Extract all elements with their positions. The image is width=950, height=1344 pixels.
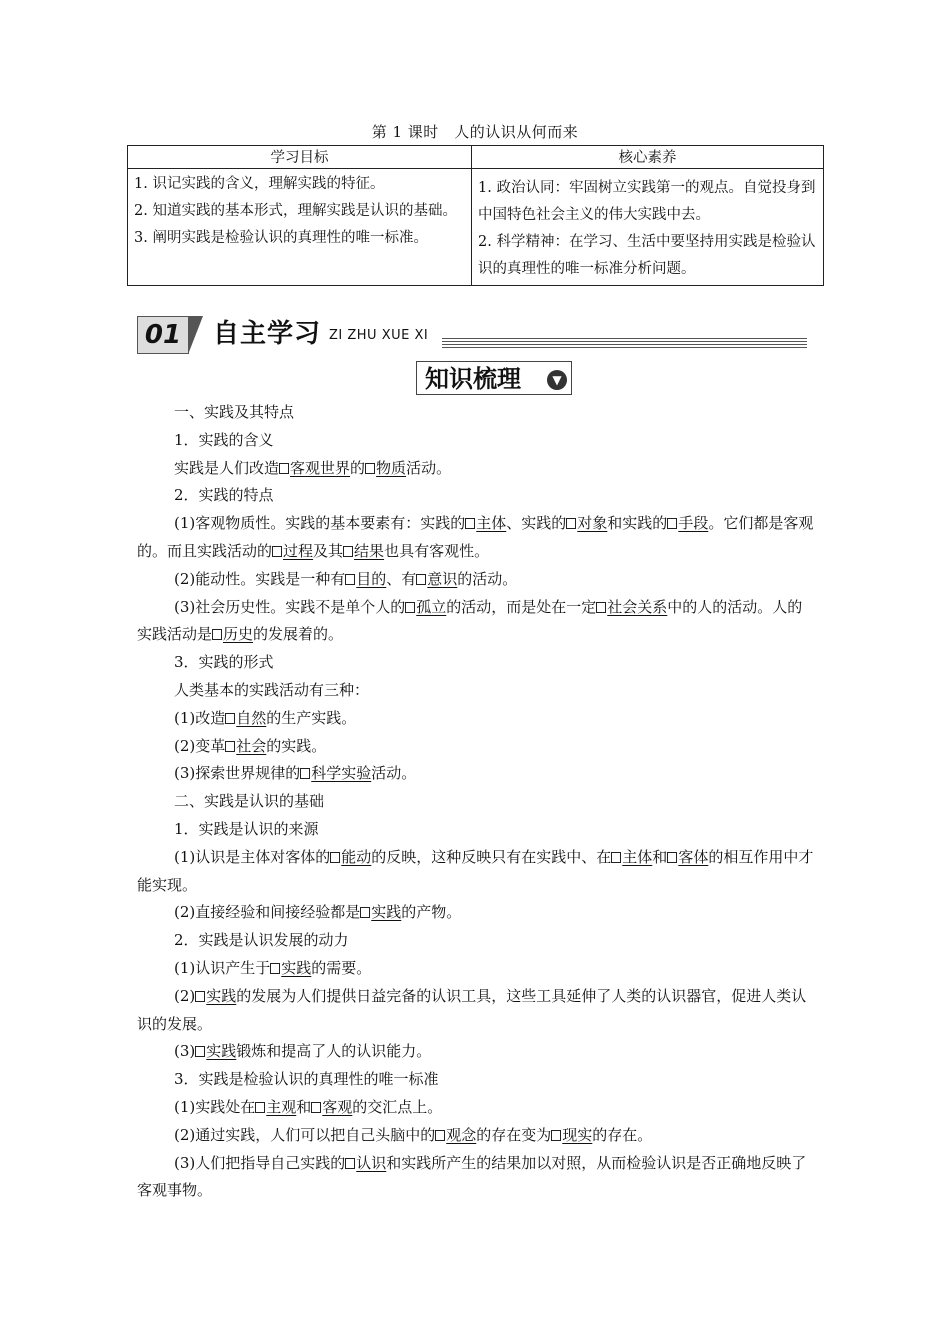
blank-box-icon (435, 1130, 445, 1141)
paragraph (137, 649, 817, 677)
paragraph (137, 482, 817, 510)
text-run: 的活动。 (457, 569, 518, 588)
fill-in-answer: 对象 (577, 514, 608, 533)
triangle-down-icon: ▼ (547, 370, 567, 390)
text-run: 中的人的活动。人的实践活动是 (137, 597, 803, 644)
text-run: 的发展为人们提供日益完备的认识工具，这些工具延伸了人类的认识器官，促进人类认识的发展。 (137, 986, 807, 1033)
fill-in-answer: 科学实验 (311, 764, 372, 783)
paragraph (137, 455, 817, 483)
text-run: 及其 (313, 541, 344, 560)
text-run: 的产物。 (401, 903, 462, 922)
text-run: (2)能动性。实践是一种有 (174, 569, 346, 588)
fill-in-answer: 主体 (622, 847, 653, 866)
blank-box-icon (225, 741, 235, 752)
text-run: 人类基本的实践活动有三种： (174, 680, 370, 699)
text-run: 的发展着的。 (253, 625, 344, 644)
blank-box-icon (212, 629, 222, 640)
blank-box-icon (300, 768, 310, 779)
fill-in-answer: 手段 (678, 514, 709, 533)
text-run: 1．实践的含义 (174, 430, 274, 449)
text-run: 2．实践是认识发展的动力 (174, 931, 349, 950)
blank-box-icon (416, 574, 426, 585)
paragraph (137, 566, 817, 594)
paragraph (137, 1038, 817, 1066)
paragraph (137, 816, 817, 844)
fill-in-answer: 观念 (446, 1125, 477, 1144)
goal-item: 3. 阐明实践是检验认识的真理性的唯一标准。 (134, 230, 428, 246)
text-run: (1)实践处在 (174, 1097, 256, 1116)
text-run: 的存在。 (592, 1125, 653, 1144)
fill-in-answer: 实践 (206, 986, 237, 1005)
paragraph (137, 705, 817, 733)
paragraph (137, 399, 817, 427)
learning-goals-header: 学习目标 (128, 146, 472, 169)
paragraph (137, 677, 817, 705)
text-run: 、实践的 (506, 514, 567, 533)
fill-in-answer: 过程 (283, 541, 314, 560)
text-run: 活动。 (406, 458, 452, 477)
banner-slash-decoration (189, 316, 203, 352)
core-item: 2. 科学精神：在学习、生活中要坚持用实践是检验认识的真理性的唯一标准分析问题。 (478, 234, 816, 277)
blank-box-icon (405, 602, 415, 613)
blank-box-icon (195, 991, 205, 1002)
blank-box-icon (279, 463, 289, 474)
core-literacy-cell (472, 169, 824, 286)
text-run: 的相互作用中才能实现。 (137, 847, 814, 894)
fill-in-answer: 意识 (427, 569, 458, 588)
blank-box-icon (667, 518, 677, 529)
section-heading (416, 361, 572, 395)
text-run: 也具有客观性。 (384, 541, 490, 560)
section-title: 知识梳理 (425, 365, 521, 393)
text-run: 的反映，这种反映只有在实践中、在 (371, 847, 612, 866)
blank-box-icon (611, 852, 621, 863)
fill-in-answer: 现实 (562, 1125, 593, 1144)
text-run: 。它们都是客观的。而且实践活动的 (137, 514, 814, 560)
paragraph (137, 510, 817, 566)
text-run: 实践是人们改造 (174, 458, 280, 477)
text-run: 的实践。 (266, 736, 327, 755)
text-run: 的需要。 (311, 958, 372, 977)
banner-pinyin: ZI ZHU XUE XI (329, 328, 429, 343)
fill-in-answer: 实践 (206, 1042, 237, 1061)
blank-box-icon (225, 713, 235, 724)
text-run: 的生产实践。 (266, 708, 357, 727)
text-run: (1)认识产生于 (174, 958, 271, 977)
text-run: 二、实践是认识的基础 (174, 792, 325, 811)
page-title: 第 1 课时 人的认识从何而来 (371, 123, 579, 141)
text-run: (1)改造 (174, 708, 226, 727)
fill-in-answer: 客体 (678, 847, 709, 866)
blank-box-icon (465, 518, 475, 529)
text-run: 的交汇点上。 (352, 1097, 443, 1116)
blank-box-icon (596, 602, 606, 613)
paragraph (137, 1122, 817, 1150)
paragraph (137, 594, 817, 650)
text-run: 锻炼和提高了人的认识能力。 (236, 1042, 432, 1061)
knowledge-content (137, 399, 817, 1205)
paragraph (137, 983, 817, 1039)
text-run: (2)通过实践，人们可以把自己头脑中的 (174, 1125, 436, 1144)
fill-in-answer: 客观 (322, 1097, 353, 1116)
paragraph (137, 844, 817, 900)
paragraph (137, 1066, 817, 1094)
fill-in-answer: 主体 (476, 514, 507, 533)
fill-in-answer: 实践 (371, 903, 402, 922)
text-run: (1)认识是主体对客体的 (174, 847, 331, 866)
text-run: (2)变革 (174, 736, 226, 755)
text-run: 2．实践的特点 (174, 486, 274, 505)
objectives-table (127, 145, 824, 286)
text-run: (3)人们把指导自己实践的 (174, 1153, 346, 1172)
fill-in-answer: 结果 (354, 541, 385, 560)
blank-box-icon (365, 463, 375, 474)
paragraph (137, 1150, 817, 1206)
blank-box-icon (195, 1046, 205, 1057)
paragraph (137, 788, 817, 816)
text-run: 3．实践的形式 (174, 653, 274, 672)
blank-box-icon (345, 1158, 355, 1169)
paragraph (137, 1094, 817, 1122)
banner-title: 自主学习 (213, 319, 322, 349)
fill-in-answer: 自然 (236, 708, 267, 727)
banner-number: 01 (137, 316, 189, 354)
fill-in-answer: 历史 (223, 625, 254, 644)
paragraph (137, 427, 817, 455)
fill-in-answer: 能动 (341, 847, 372, 866)
blank-box-icon (566, 518, 576, 529)
paragraph (137, 955, 817, 983)
fill-in-answer: 主观 (266, 1097, 297, 1116)
blank-box-icon (360, 907, 370, 918)
text-run: 的活动，而是处在一定 (446, 597, 597, 616)
fill-in-answer: 社会 (236, 736, 267, 755)
text-run: (1)客观物质性。实践的基本要素有：实践的 (174, 514, 466, 533)
blank-box-icon (343, 546, 353, 557)
core-literacy-header: 核心素养 (472, 146, 824, 169)
text-run: 和 (652, 847, 668, 866)
paragraph (137, 760, 817, 788)
blank-box-icon (330, 852, 340, 863)
blank-box-icon (551, 1130, 561, 1141)
fill-in-answer: 孤立 (416, 597, 447, 616)
blank-box-icon (255, 1102, 265, 1113)
blank-box-icon (272, 546, 282, 557)
paragraph (137, 899, 817, 927)
text-run: (3)社会历史性。实践不是单个人的 (174, 597, 406, 616)
text-run: 一、实践及其特点 (174, 403, 295, 421)
paragraph (137, 927, 817, 955)
text-run: 和实践所产生的结果加以对照，从而检验认识是否正确地反映了客观事物。 (137, 1153, 807, 1200)
banner-lines-decoration (442, 338, 807, 350)
goal-item: 2. 知道实践的基本形式，理解实践是认识的基础。 (134, 203, 457, 219)
text-run: 和 (296, 1097, 312, 1116)
text-run: 活动。 (371, 764, 417, 783)
text-run: 3．实践是检验认识的真理性的唯一标准 (174, 1070, 439, 1089)
blank-box-icon (345, 574, 355, 585)
fill-in-answer: 客观世界 (290, 458, 351, 477)
fill-in-answer: 社会关系 (607, 597, 668, 616)
text-run: 和实践的 (607, 514, 668, 533)
text-run: 的 (350, 458, 366, 477)
text-run: (3)探索世界规律的 (174, 764, 301, 783)
text-run: (3) (174, 1042, 196, 1061)
fill-in-answer: 目的 (356, 569, 387, 588)
text-run: (2)直接经验和间接经验都是 (174, 903, 361, 922)
text-run: 的存在变为 (476, 1125, 552, 1144)
fill-in-answer: 物质 (376, 458, 407, 477)
blank-box-icon (667, 852, 677, 863)
text-run: (2) (174, 986, 196, 1005)
fill-in-answer: 实践 (281, 958, 312, 977)
learning-goals-cell (128, 169, 472, 286)
goal-item: 1. 识记实践的含义，理解实践的特征。 (134, 176, 385, 192)
text-run: 、有 (386, 569, 417, 588)
blank-box-icon (311, 1102, 321, 1113)
blank-box-icon (270, 963, 280, 974)
paragraph (137, 733, 817, 761)
self-study-banner (137, 316, 807, 354)
text-run: 1．实践是认识的来源 (174, 819, 319, 838)
fill-in-answer: 认识 (356, 1153, 387, 1172)
core-item: 1. 政治认同：牢固树立实践第一的观点。自觉投身到中国特色社会主义的伟大实践中去。 (478, 180, 816, 223)
